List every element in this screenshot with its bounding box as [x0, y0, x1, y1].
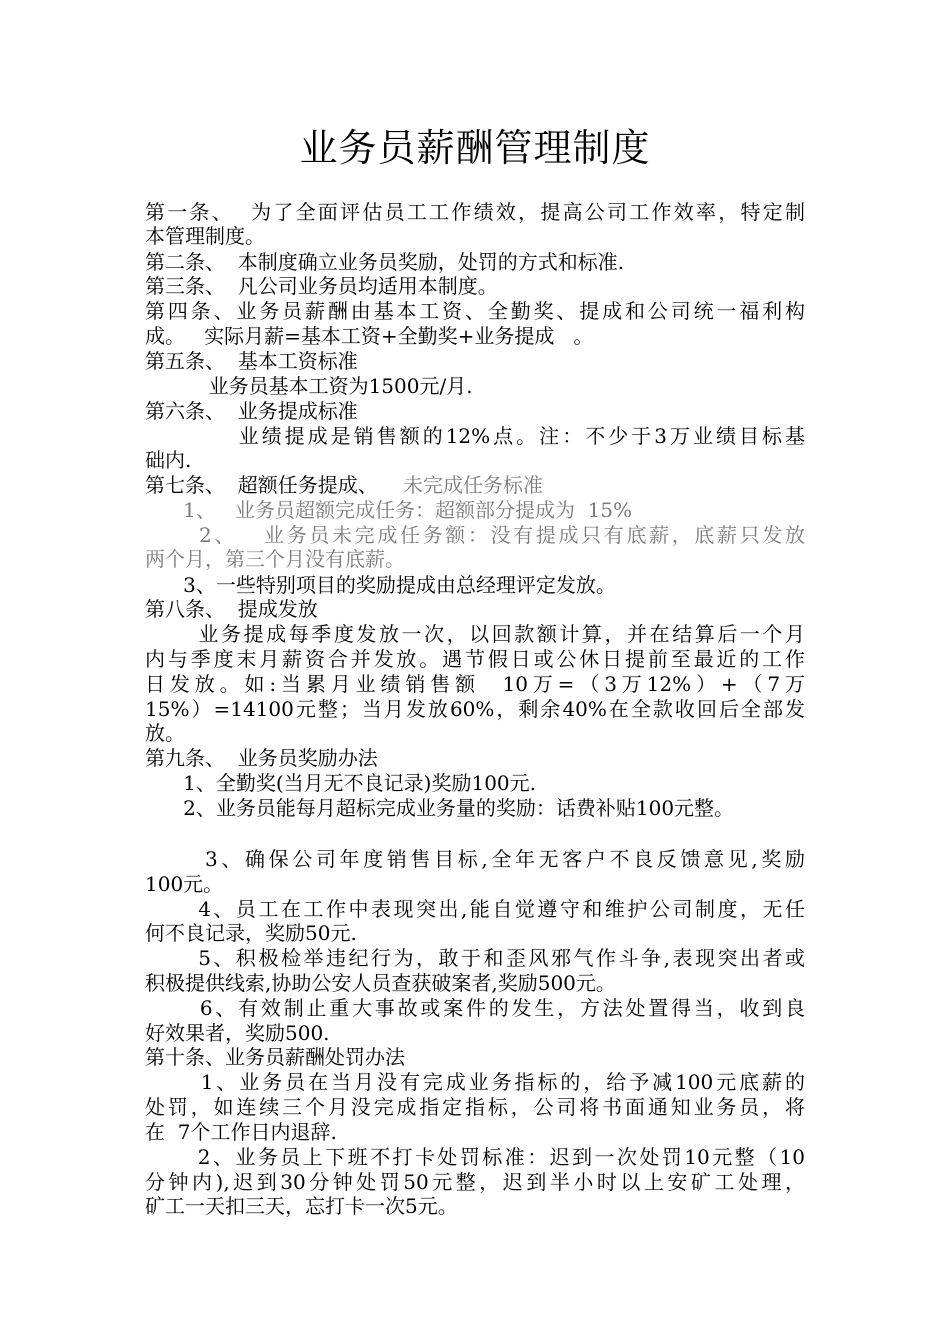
text-line: 业务员基本工资为1500元/月.: [145, 374, 473, 398]
text-line: 成。 实际月薪=基本工资+全勤奖+业务提成 。: [145, 324, 594, 348]
text-line: 2、业务员能每月超标完成业务量的奖励：话费补贴100元整。: [145, 796, 735, 820]
text-line: 好效果者，奖励500.: [145, 1021, 330, 1045]
text-line: 积极提供线索,协助公安人员查获破案者,奖励500元。: [145, 971, 616, 995]
text-line: 3、确保公司年度销售目标,全年无客户不良反馈意见,奖励: [145, 847, 805, 871]
text-line: 4、员工在工作中表现突出,能自觉遵守和维护公司制度，无任: [145, 897, 805, 921]
text-line: 1、业务员在当月没有完成业务指标的，给予减100元底薪的: [145, 1070, 805, 1094]
text-line: 内与季度末月薪资合并发放。遇节假日或公休日提前至最近的工作: [145, 647, 805, 671]
text-line: 6、有效制止重大事故或案件的发生，方法处置得当，收到良: [145, 996, 805, 1020]
text-line: 第七条、 超额任务提成、: [145, 473, 378, 497]
text-line: 日发放。如:当累月业绩销售额 10万=（3万12%）+（7万: [145, 672, 805, 696]
text-line: 3、一些特别项目的奖励提成由总经理评定发放。: [145, 573, 616, 597]
text-line: 未完成任务标准: [403, 473, 543, 497]
text-line: 两个月，第三个月没有底薪。: [145, 547, 405, 571]
text-line: 第四条、业务员薪酬由基本工资、全勤奖、提成和公司统一福利构: [145, 299, 805, 323]
text-line: 第九条、 业务员奖励办法: [145, 746, 378, 770]
text-line: 15%）=14100元整；当月发放60%，剩余40%在全款收回后全部发: [145, 697, 805, 721]
text-line: 第二条、 本制度确立业务员奖励，处罚的方式和标准.: [145, 250, 625, 274]
text-line: 第一条、 为了全面评估员工工作绩效，提高公司工作效率，特定制: [145, 200, 805, 224]
text-line: 第八条、 提成发放: [145, 597, 318, 621]
text-line: 第三条、 凡公司业务员均适用本制度。: [145, 274, 498, 298]
text-line: 1、全勤奖(当月无不良记录)奖励100元.: [145, 771, 537, 795]
text-line: 业绩提成是销售额的12%点。注：不少于3万业绩目标基: [145, 424, 805, 448]
text-line: 处罚，如连续三个月没完成指定指标，公司将书面通知业务员，将: [145, 1095, 805, 1119]
text-line: 2、业务员上下班不打卡处罚标准：迟到一次处罚10元整（10: [145, 1145, 805, 1169]
text-line: 在 7个工作日内退辞.: [145, 1120, 337, 1144]
text-line: 放。: [145, 721, 185, 745]
text-line: 2、 业务员未完成任务额：没有提成只有底薪，底薪只发放: [145, 523, 805, 547]
text-line: 础内.: [145, 448, 192, 472]
text-line: 分钟内),迟到30分钟处罚50元整，迟到半小时以上安矿工处理，: [145, 1170, 805, 1194]
text-line: 第五条、 基本工资标准: [145, 349, 358, 373]
text-line: 第十条、业务员薪酬处罚办法: [145, 1045, 405, 1069]
text-line: 本管理制度。: [145, 224, 265, 248]
text-line: 矿工一天扣三天，忘打卡一次5元。: [145, 1194, 458, 1218]
page-title: 业务员薪酬管理制度: [299, 126, 651, 170]
text-line: 5、积极检举违纪行为，敢于和歪风邪气作斗争,表现突出者或: [145, 946, 805, 970]
text-line: 何不良记录，奖励50元.: [145, 921, 357, 945]
text-line: 第六条、 业务提成标准: [145, 399, 358, 423]
text-line: 业务提成每季度发放一次，以回款额计算，并在结算后一个月: [145, 622, 805, 646]
text-line: 100元。: [145, 872, 224, 896]
text-line: 1、 业务员超额完成任务：超额部分提成为 15%: [145, 498, 633, 522]
